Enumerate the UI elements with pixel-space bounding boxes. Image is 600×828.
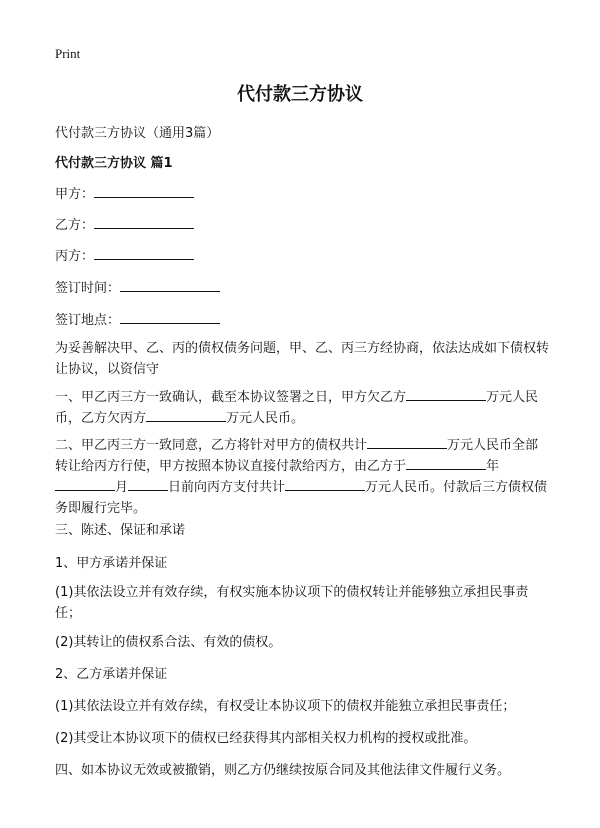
section-3-1-item-1: (1)其依法设立并有效存续，有权实施本协议项下的债权转让并能够独立承担民事责任； xyxy=(55,585,529,621)
sign-time-blank xyxy=(120,279,220,292)
clause-2-text-d: 月 xyxy=(115,480,129,495)
party-c-line xyxy=(55,245,550,264)
intro-paragraph: 为妥善解决甲、乙、丙的债权债务问题，甲、乙、丙三方经协商，依法达成如下债权转让协议，以资信守 xyxy=(55,341,550,377)
clause-1-text-a: 一、甲乙丙三方一致确认，截至本协议签署之日，甲方欠乙方 xyxy=(55,390,407,405)
sign-place-label: 签订地点： xyxy=(55,313,121,328)
section-heading: 代付款三方协议 篇1 xyxy=(55,156,173,171)
party-a-line xyxy=(55,183,550,202)
party-a-blank xyxy=(94,185,194,198)
clause-2-text-b: 万元人民币全部转让给丙方行使，甲方按照本协议直接付款给丙方，由乙方于 xyxy=(55,438,539,474)
sign-place-blank xyxy=(120,311,220,324)
section-3-1-item-2: (2)其转让的债权系合法、有效的债权。 xyxy=(55,635,282,650)
print-label: Print xyxy=(55,46,81,61)
clause-1 xyxy=(55,387,550,429)
party-a-label: 甲方： xyxy=(55,187,95,202)
clause-2-blank-year xyxy=(406,457,486,470)
clause-2-blank-day xyxy=(128,478,168,491)
party-c-blank xyxy=(94,247,194,260)
section-3-2-item-2: (2)其受让本协议项下的债权已经获得其内部相关权力机构的授权或批准。 xyxy=(55,731,477,746)
clause-2 xyxy=(55,435,550,519)
party-b-label: 乙方： xyxy=(55,218,95,233)
clause-2-text-f: 万元人民币。付款后三方债权债务即履行完毕。 xyxy=(55,480,548,516)
document-subtitle: 代付款三方协议（通用3篇） xyxy=(55,126,220,141)
section-3-1-heading: 1、甲方承诺并保证 xyxy=(55,556,168,571)
clause-1-blank-2 xyxy=(146,409,226,422)
document-title: 代付款三方协议 xyxy=(237,84,363,105)
party-b-blank xyxy=(94,216,194,229)
section-4-text: 四、如本协议无效或被撤销，则乙方仍继续按原合同及其他法律文件履行义务。 xyxy=(55,763,511,778)
clause-2-text-a: 二、甲乙丙三方一致同意，乙方将针对甲方的债权共计 xyxy=(55,438,368,453)
sign-place-line xyxy=(55,309,550,328)
clause-2-text-c: 年 xyxy=(486,459,500,474)
clause-2-blank-2 xyxy=(285,478,365,491)
clause-1-text-c: 万元人民币。 xyxy=(226,411,305,426)
section-3-2-item-1: (1)其依法设立并有效存续，有权受让本协议项下的债权并能独立承担民事责任； xyxy=(55,699,516,714)
party-b-line xyxy=(55,214,550,233)
section-3-2-heading: 2、乙方承诺并保证 xyxy=(55,667,168,682)
clause-2-blank-month xyxy=(55,478,115,491)
party-c-label: 丙方： xyxy=(55,249,95,264)
sign-time-label: 签订时间： xyxy=(55,281,121,296)
clause-1-text-b: 万元人民币，乙方欠丙方 xyxy=(55,390,539,426)
clause-2-text-e: 日前向丙方支付共计 xyxy=(168,480,286,495)
clause-1-blank-1 xyxy=(406,388,486,401)
clause-2-blank-1 xyxy=(367,436,447,449)
section-3-heading: 三、陈述、保证和承诺 xyxy=(55,523,186,538)
sign-time-line xyxy=(55,277,550,296)
